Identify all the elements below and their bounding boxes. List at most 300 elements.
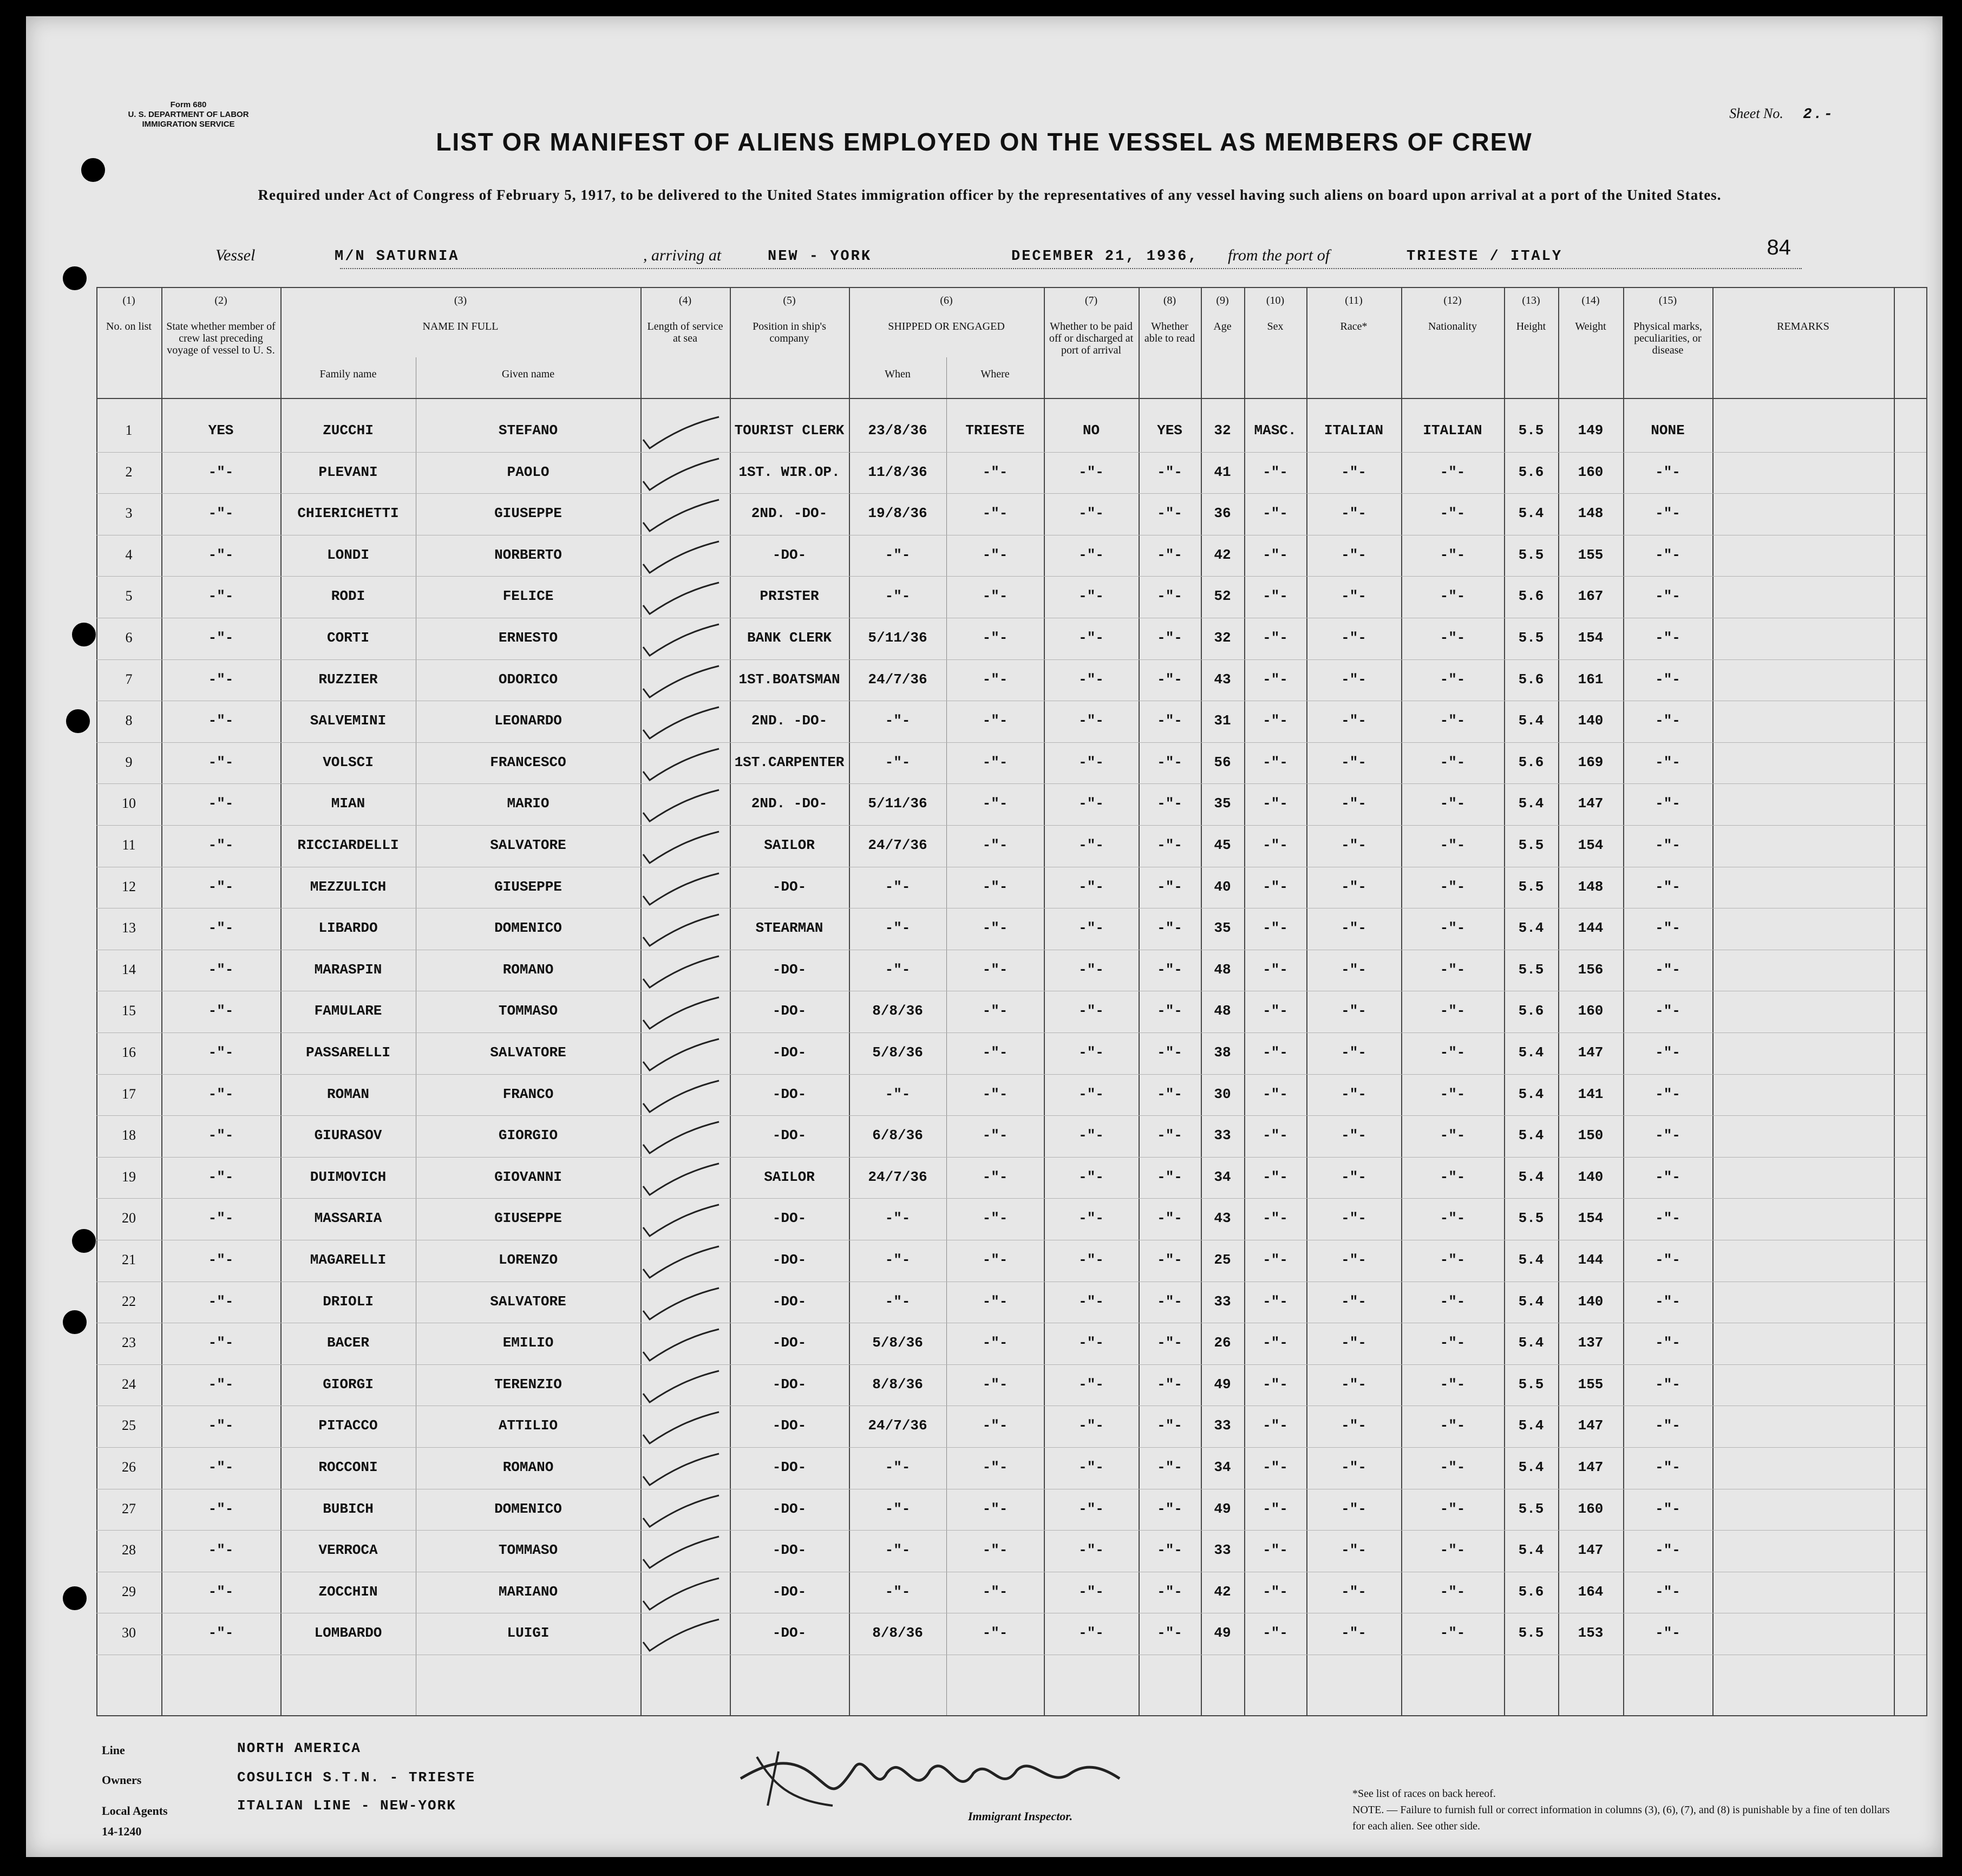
cell-nat: -"-	[1440, 546, 1466, 563]
cell-weight: 167	[1578, 588, 1604, 605]
cell-position: 2ND. -DO-	[751, 505, 828, 522]
cell-sex: -"-	[1263, 1252, 1288, 1268]
cell-no: 28	[122, 1542, 136, 1558]
cell-weight: 164	[1578, 1583, 1604, 1600]
cell-weight: 144	[1578, 920, 1604, 937]
vessel-name: M/N SATURNIA	[335, 249, 460, 265]
cell-position: -DO-	[772, 1500, 807, 1517]
column-header: NAME IN FULL	[422, 321, 499, 332]
cell-prev: -"-	[208, 1293, 234, 1310]
cell-read: -"-	[1157, 1003, 1182, 1019]
crew-row	[96, 909, 1926, 950]
sheet-value: 2.-	[1803, 107, 1834, 123]
cell-race: -"-	[1341, 961, 1366, 978]
cell-position: -DO-	[772, 878, 807, 895]
cell-where: -"-	[982, 1003, 1008, 1019]
column-header: REMARKS	[1777, 321, 1829, 332]
column-header: Whether able to read	[1144, 321, 1195, 344]
cell-height: 5.5	[1518, 422, 1544, 439]
cell-weight: 154	[1578, 1210, 1604, 1227]
cell-no: 26	[122, 1459, 136, 1475]
cell-where: -"-	[982, 671, 1008, 688]
owners-value: COSULICH S.T.N. - TRIESTE	[237, 1769, 476, 1786]
check-mark	[638, 1615, 724, 1653]
cell-height: 5.4	[1518, 920, 1544, 937]
cell-where: -"-	[982, 588, 1008, 605]
cell-sex: -"-	[1263, 463, 1288, 480]
cell-position: 2ND. -DO-	[751, 713, 828, 729]
cell-when: 8/8/36	[872, 1003, 923, 1019]
cell-family: FAMULARE	[314, 1003, 382, 1019]
cell-prev: -"-	[208, 1335, 234, 1351]
cell-where: -"-	[982, 920, 1008, 937]
cell-when: 11/8/36	[868, 463, 927, 480]
cell-race: -"-	[1341, 795, 1366, 812]
cell-prev: -"-	[208, 630, 234, 646]
cell-nat: ITALIAN	[1423, 422, 1482, 439]
cell-when: -"-	[885, 588, 911, 605]
check-mark	[638, 1117, 724, 1155]
cell-paid: -"-	[1078, 671, 1104, 688]
cell-race: -"-	[1341, 1500, 1366, 1517]
crew-row	[96, 494, 1926, 535]
crew-row	[96, 536, 1926, 577]
cell-position: -DO-	[772, 1127, 807, 1144]
check-mark	[638, 1200, 724, 1238]
punch-hole	[72, 1229, 96, 1253]
form-code: 14-1240	[102, 1825, 142, 1838]
cell-family: RODI	[331, 588, 365, 605]
column-header: Position in ship's company	[753, 321, 826, 344]
column-number: (10)	[1266, 295, 1285, 306]
cell-nat: -"-	[1440, 588, 1466, 605]
cell-sex: -"-	[1263, 1003, 1288, 1019]
cell-weight: 144	[1578, 1252, 1604, 1268]
cell-read: -"-	[1157, 837, 1182, 853]
cell-position: -DO-	[772, 1625, 807, 1642]
cell-paid: -"-	[1078, 505, 1104, 522]
crew-row	[96, 951, 1926, 992]
cell-age: 32	[1214, 422, 1231, 439]
header-rule	[96, 287, 1926, 288]
cell-nat: -"-	[1440, 1459, 1466, 1475]
cell-marks: -"-	[1655, 754, 1680, 770]
cell-when: 19/8/36	[868, 505, 927, 522]
crew-row	[96, 661, 1926, 702]
cell-no: 20	[122, 1210, 136, 1226]
cell-given: GIUSEPPE	[494, 878, 562, 895]
cell-read: -"-	[1157, 1168, 1182, 1185]
cell-paid: -"-	[1078, 961, 1104, 978]
cell-sex: -"-	[1263, 1583, 1288, 1600]
cell-no: 29	[122, 1583, 136, 1599]
cell-read: -"-	[1157, 1127, 1182, 1144]
cell-no: 19	[122, 1168, 136, 1185]
column-number: (9)	[1216, 295, 1229, 306]
cell-height: 5.4	[1518, 1168, 1544, 1185]
cell-marks: -"-	[1655, 1542, 1680, 1559]
cell-when: 5/8/36	[872, 1044, 923, 1061]
crew-row	[96, 619, 1926, 660]
cell-no: 27	[122, 1500, 136, 1517]
cell-race: ITALIAN	[1324, 422, 1384, 439]
cell-nat: -"-	[1440, 1293, 1466, 1310]
cell-weight: 155	[1578, 546, 1604, 563]
cell-age: 52	[1214, 588, 1231, 605]
cell-when: -"-	[885, 546, 911, 563]
cell-race: -"-	[1341, 1376, 1366, 1393]
cell-when: -"-	[885, 1293, 911, 1310]
cell-family: ZUCCHI	[323, 422, 374, 439]
cell-height: 5.5	[1518, 1625, 1544, 1642]
punch-hole	[81, 158, 105, 182]
cell-race: -"-	[1341, 1335, 1366, 1351]
cell-height: 5.6	[1518, 1583, 1544, 1600]
cell-age: 43	[1214, 671, 1231, 688]
cell-read: -"-	[1157, 1459, 1182, 1475]
cell-family: RUZZIER	[318, 671, 378, 688]
cell-paid: -"-	[1078, 1252, 1104, 1268]
cell-when: -"-	[885, 1086, 911, 1102]
cell-nat: -"-	[1440, 1542, 1466, 1559]
column-number: (11)	[1345, 295, 1363, 306]
cell-given: PAOLO	[507, 463, 550, 480]
cell-marks: -"-	[1655, 1459, 1680, 1475]
cell-nat: -"-	[1440, 671, 1466, 688]
cell-position: -DO-	[772, 1417, 807, 1434]
cell-age: 33	[1214, 1127, 1231, 1144]
cell-nat: -"-	[1440, 630, 1466, 646]
cell-where: -"-	[982, 1335, 1008, 1351]
crew-row	[96, 1034, 1926, 1075]
column-number: (15)	[1658, 295, 1677, 306]
cell-when: -"-	[885, 1459, 911, 1475]
cell-age: 38	[1214, 1044, 1231, 1061]
cell-read: -"-	[1157, 588, 1182, 605]
cell-position: 2ND. -DO-	[751, 795, 828, 812]
cell-marks: -"-	[1655, 1003, 1680, 1019]
cell-where: -"-	[982, 837, 1008, 853]
cell-no: 3	[125, 505, 133, 521]
cell-when: 5/11/36	[868, 630, 927, 646]
manifest-page	[26, 16, 1943, 1857]
cell-given: FRANCO	[502, 1086, 554, 1102]
punch-hole	[63, 1586, 87, 1610]
cell-height: 5.6	[1518, 588, 1544, 605]
cell-no: 14	[122, 961, 136, 977]
cell-no: 23	[122, 1335, 136, 1351]
cell-height: 5.4	[1518, 1335, 1544, 1351]
check-mark	[638, 1532, 724, 1570]
page-subtitle: Required under Act of Congress of February 5, 1917, to be delivered to the United States immigration officer by the representatives of any vessel having such aliens on board upon arrival at a port of the United States.	[258, 187, 1722, 203]
cell-family: LOMBARDO	[314, 1625, 382, 1642]
cell-where: -"-	[982, 754, 1008, 770]
cell-position: SAILOR	[764, 837, 815, 853]
cell-sex: -"-	[1263, 1210, 1288, 1227]
cell-family: MEZZULICH	[310, 878, 387, 895]
cell-race: -"-	[1341, 1293, 1366, 1310]
cell-position: -DO-	[772, 961, 807, 978]
header-rule	[96, 398, 1926, 399]
cell-sex: -"-	[1263, 546, 1288, 563]
cell-where: -"-	[982, 1127, 1008, 1144]
cell-height: 5.5	[1518, 546, 1544, 563]
cell-paid: -"-	[1078, 1625, 1104, 1642]
cell-where: -"-	[982, 463, 1008, 480]
column-number: (6)	[940, 295, 953, 306]
cell-nat: -"-	[1440, 1086, 1466, 1102]
cell-family: CORTI	[326, 630, 369, 646]
cell-family: RICCIARDELLI	[297, 837, 399, 853]
cell-weight: 147	[1578, 795, 1604, 812]
service: IMMIGRATION SERVICE	[142, 120, 235, 129]
column-rule	[1926, 287, 1927, 1716]
cell-position: -DO-	[772, 1003, 807, 1019]
cell-prev: -"-	[208, 546, 234, 563]
cell-prev: -"-	[208, 1003, 234, 1019]
cell-nat: -"-	[1440, 961, 1466, 978]
cell-family: DUIMOVICH	[310, 1168, 387, 1185]
cell-race: -"-	[1341, 1542, 1366, 1559]
cell-position: -DO-	[772, 1376, 807, 1393]
cell-weight: 150	[1578, 1127, 1604, 1144]
arrival-port: NEW - YORK	[768, 249, 872, 265]
cell-where: -"-	[982, 1625, 1008, 1642]
cell-sex: -"-	[1263, 920, 1288, 937]
check-mark	[638, 993, 724, 1031]
cell-when: 6/8/36	[872, 1127, 923, 1144]
cell-race: -"-	[1341, 713, 1366, 729]
check-mark	[638, 910, 724, 948]
cell-age: 49	[1214, 1625, 1231, 1642]
cell-read: YES	[1157, 422, 1182, 439]
cell-when: -"-	[885, 1210, 911, 1227]
column-number: (14)	[1581, 295, 1600, 306]
cell-prev: -"-	[208, 961, 234, 978]
cell-read: -"-	[1157, 1086, 1182, 1102]
cell-no: 1	[125, 422, 133, 438]
cell-position: 1ST.CARPENTER	[734, 754, 845, 770]
cell-when: -"-	[885, 1252, 911, 1268]
crew-row	[96, 1365, 1926, 1407]
cell-paid: -"-	[1078, 1376, 1104, 1393]
cell-age: 26	[1214, 1335, 1231, 1351]
cell-sex: -"-	[1263, 671, 1288, 688]
cell-when: 24/7/36	[868, 1168, 927, 1185]
vessel-line	[215, 246, 1786, 273]
punch-hole	[66, 709, 90, 733]
crew-row	[96, 702, 1926, 743]
check-mark	[638, 1159, 724, 1197]
cell-where: -"-	[982, 1252, 1008, 1268]
cell-weight: 148	[1578, 878, 1604, 895]
cell-when: 8/8/36	[872, 1625, 923, 1642]
cell-paid: -"-	[1078, 1210, 1104, 1227]
cell-position: TOURIST CLERK	[734, 422, 845, 439]
punch-hole	[63, 1310, 87, 1334]
cell-paid: -"-	[1078, 920, 1104, 937]
cell-given: SALVATORE	[490, 1044, 566, 1061]
crew-row	[96, 826, 1926, 867]
column-number: (1)	[122, 295, 135, 306]
cell-height: 5.5	[1518, 1210, 1544, 1227]
column-subheader: When	[885, 368, 911, 380]
cell-age: 33	[1214, 1417, 1231, 1434]
cell-prev: -"-	[208, 837, 234, 853]
cell-given: LUIGI	[507, 1625, 550, 1642]
cell-marks: -"-	[1655, 630, 1680, 646]
cell-family: ZOCCHIN	[318, 1583, 378, 1600]
cell-when: -"-	[885, 1500, 911, 1517]
cell-family: GIURASOV	[314, 1127, 382, 1144]
cell-prev: YES	[208, 422, 234, 439]
cell-where: -"-	[982, 1542, 1008, 1559]
cell-prev: -"-	[208, 878, 234, 895]
sheet-number	[1729, 106, 1834, 123]
cell-family: CHIERICHETTI	[297, 505, 399, 522]
cell-age: 34	[1214, 1459, 1231, 1475]
crew-row	[96, 1407, 1926, 1448]
cell-paid: -"-	[1078, 1003, 1104, 1019]
crew-row	[96, 1075, 1926, 1116]
cell-nat: -"-	[1440, 713, 1466, 729]
cell-age: 42	[1214, 546, 1231, 563]
cell-marks: -"-	[1655, 795, 1680, 812]
cell-where: -"-	[982, 1376, 1008, 1393]
cell-when: 24/7/36	[868, 671, 927, 688]
cell-prev: -"-	[208, 1210, 234, 1227]
cell-age: 40	[1214, 878, 1231, 895]
column-header: Age	[1213, 321, 1232, 332]
cell-prev: -"-	[208, 1168, 234, 1185]
cell-read: -"-	[1157, 463, 1182, 480]
column-header: Nationality	[1428, 321, 1477, 332]
cell-weight: 155	[1578, 1376, 1604, 1393]
column-header: Weight	[1575, 321, 1606, 332]
cell-height: 5.6	[1518, 463, 1544, 480]
cell-weight: 153	[1578, 1625, 1604, 1642]
cell-given: LORENZO	[498, 1252, 558, 1268]
cell-sex: -"-	[1263, 1044, 1288, 1061]
cell-nat: -"-	[1440, 1583, 1466, 1600]
cell-weight: 154	[1578, 837, 1604, 853]
check-mark	[638, 1408, 724, 1446]
cell-given: LEONARDO	[494, 713, 562, 729]
cell-paid: -"-	[1078, 1583, 1104, 1600]
cell-no: 4	[125, 546, 133, 563]
cell-family: MAGARELLI	[310, 1252, 387, 1268]
cell-race: -"-	[1341, 671, 1366, 688]
cell-height: 5.4	[1518, 1252, 1544, 1268]
cell-height: 5.4	[1518, 1417, 1544, 1434]
departure-port: TRIESTE / ITALY	[1407, 249, 1563, 265]
cell-when: 8/8/36	[872, 1376, 923, 1393]
cell-weight: 160	[1578, 463, 1604, 480]
cell-weight: 147	[1578, 1044, 1604, 1061]
cell-read: -"-	[1157, 920, 1182, 937]
cell-weight: 156	[1578, 961, 1604, 978]
cell-age: 48	[1214, 1003, 1231, 1019]
check-mark	[638, 1367, 724, 1404]
column-header: No. on list	[106, 321, 152, 332]
cell-paid: -"-	[1078, 1417, 1104, 1434]
cell-where: -"-	[982, 546, 1008, 563]
cell-given: EMILIO	[502, 1335, 554, 1351]
cell-race: -"-	[1341, 1127, 1366, 1144]
cell-age: 33	[1214, 1293, 1231, 1310]
column-header: Height	[1516, 321, 1546, 332]
cell-age: 31	[1214, 713, 1231, 729]
line-label: Line	[102, 1743, 125, 1757]
cell-family: MARASPIN	[314, 961, 382, 978]
cell-age: 42	[1214, 1583, 1231, 1600]
cell-sex: -"-	[1263, 630, 1288, 646]
cell-age: 49	[1214, 1500, 1231, 1517]
cell-age: 34	[1214, 1168, 1231, 1185]
cell-height: 5.6	[1518, 1003, 1544, 1019]
cell-given: MARIANO	[498, 1583, 558, 1600]
cell-sex: -"-	[1263, 1293, 1288, 1310]
cell-no: 5	[125, 588, 133, 604]
cell-weight: 147	[1578, 1542, 1604, 1559]
cell-when: 5/8/36	[872, 1335, 923, 1351]
cell-marks: -"-	[1655, 546, 1680, 563]
sheet-label: Sheet No.	[1729, 106, 1783, 121]
cell-given: DOMENICO	[494, 920, 562, 937]
column-header: Sex	[1267, 321, 1284, 332]
cell-height: 5.6	[1518, 671, 1544, 688]
column-number: (3)	[454, 295, 467, 306]
cell-marks: -"-	[1655, 1127, 1680, 1144]
crew-row	[96, 1283, 1926, 1324]
cell-prev: -"-	[208, 1044, 234, 1061]
cell-where: TRIESTE	[965, 422, 1025, 439]
cell-where: -"-	[982, 1583, 1008, 1600]
check-mark	[638, 537, 724, 575]
cell-given: GIUSEPPE	[494, 1210, 562, 1227]
column-number: (13)	[1522, 295, 1540, 306]
cell-given: FELICE	[502, 588, 554, 605]
cell-family: MASSARIA	[314, 1210, 382, 1227]
check-mark	[638, 1284, 724, 1322]
cell-no: 24	[122, 1376, 136, 1392]
cell-read: -"-	[1157, 1335, 1182, 1351]
cell-race: -"-	[1341, 1168, 1366, 1185]
cell-sex: -"-	[1263, 1459, 1288, 1475]
cell-age: 30	[1214, 1086, 1231, 1102]
crew-row	[96, 1199, 1926, 1240]
column-number: (5)	[783, 295, 796, 306]
cell-no: 6	[125, 630, 133, 645]
cell-nat: -"-	[1440, 878, 1466, 895]
cell-marks: -"-	[1655, 713, 1680, 729]
cell-height: 5.5	[1518, 1500, 1544, 1517]
cell-weight: 149	[1578, 422, 1604, 439]
cell-marks: -"-	[1655, 505, 1680, 522]
cell-family: GIORGI	[323, 1376, 374, 1393]
crew-row	[96, 577, 1926, 618]
cell-prev: -"-	[208, 1500, 234, 1517]
cell-nat: -"-	[1440, 1252, 1466, 1268]
cell-sex: -"-	[1263, 754, 1288, 770]
inspector-label: Immigrant Inspector.	[968, 1809, 1073, 1823]
cell-height: 5.4	[1518, 1127, 1544, 1144]
cell-sex: -"-	[1263, 1625, 1288, 1642]
cell-nat: -"-	[1440, 1417, 1466, 1434]
cell-read: -"-	[1157, 1583, 1182, 1600]
crew-row	[96, 785, 1926, 826]
cell-marks: -"-	[1655, 920, 1680, 937]
